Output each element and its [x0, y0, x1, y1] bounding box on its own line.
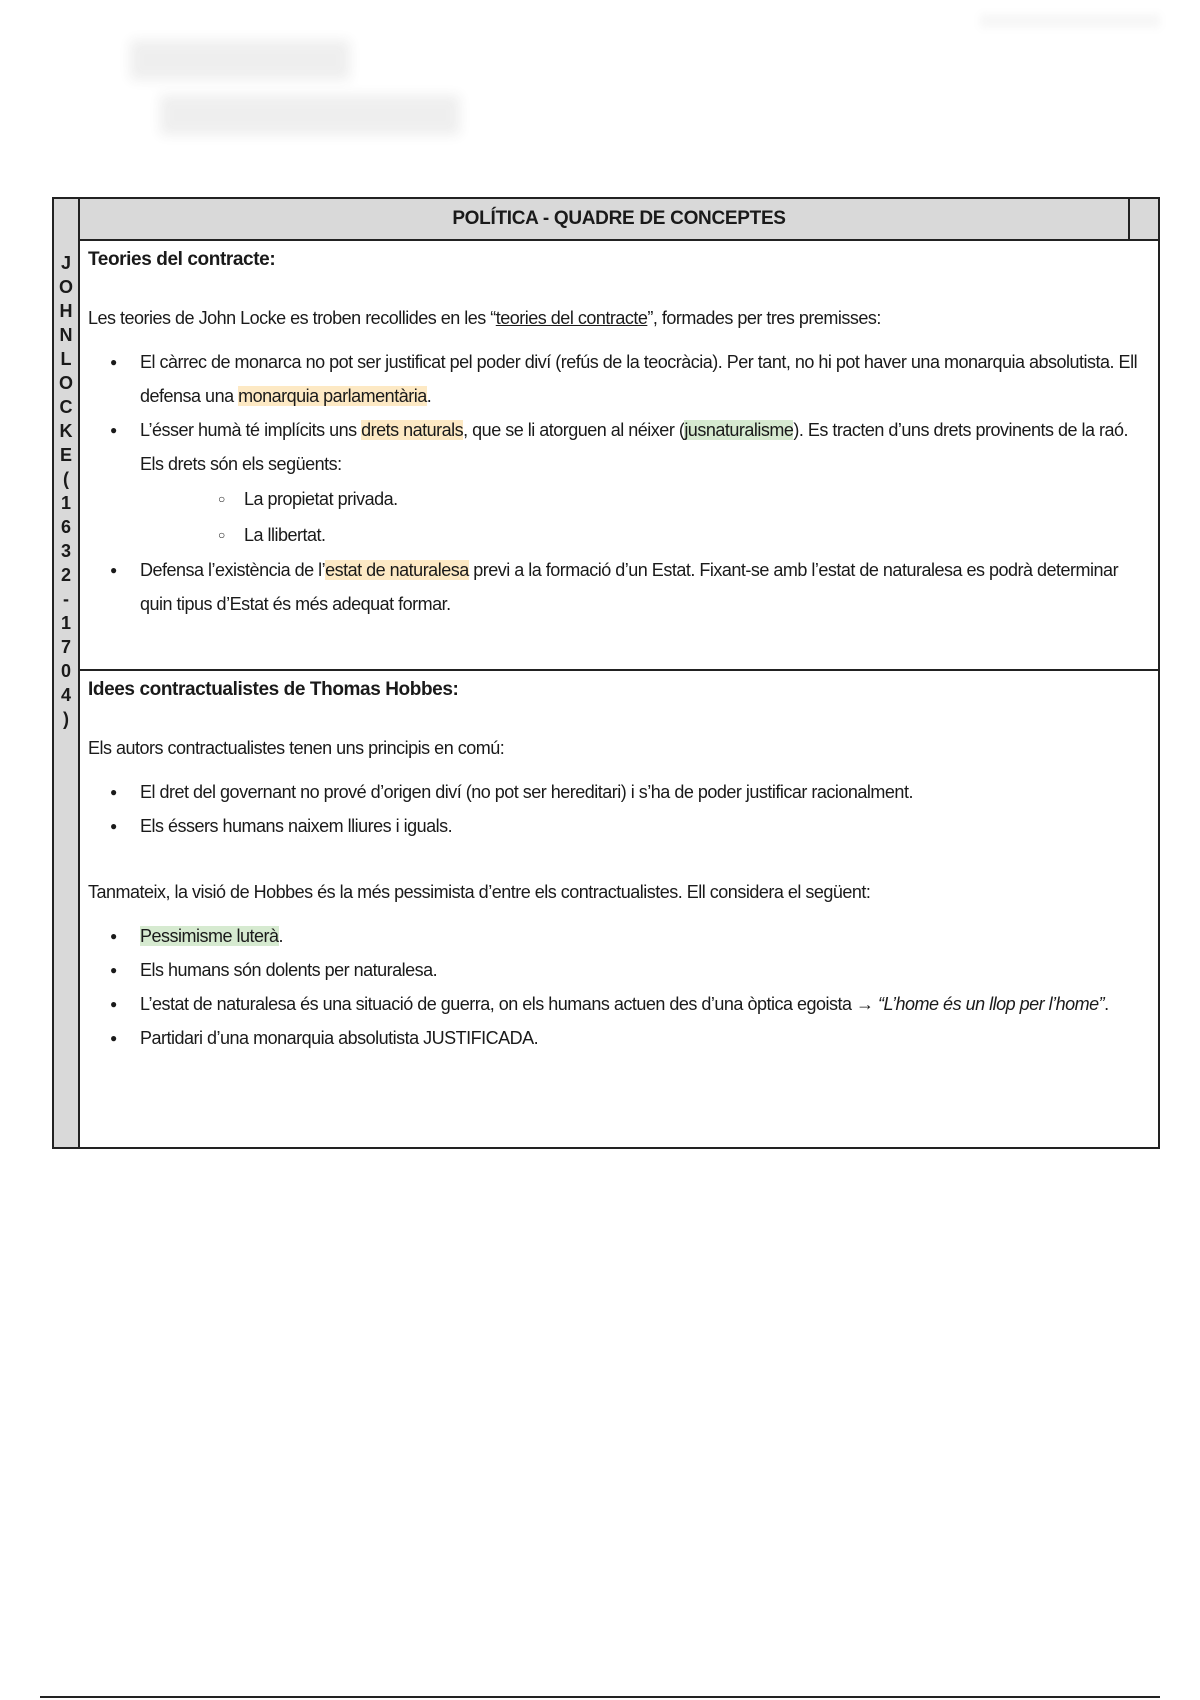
side-letter: 7	[60, 637, 71, 657]
list-item: ● El càrrec de monarca no pot ser justificat pel poder diví (refús de la teocràcia). Per tant, no hi pot haver una monarquia absolutista. Ell defensa una monarquia parlamentària.	[88, 345, 1158, 413]
side-letter: 3	[60, 541, 71, 561]
premises-list	[88, 345, 1158, 621]
section-intro: Tanmateix, la visió de Hobbes és la més pessimista d’entre els contractualistes. Ell considera el següent:	[88, 882, 871, 902]
blurred-logo	[130, 40, 490, 150]
page-title: POLÍTICA - QUADRE DE CONCEPTES	[452, 208, 786, 229]
side-letter: 1	[60, 613, 71, 633]
underlined-term: teories del contracte	[495, 308, 648, 328]
section-intro: Les teories de John Locke es troben recollides en les “teories del contracte”, formades per tres premisses:	[88, 308, 881, 328]
blurred-header-text	[980, 14, 1160, 28]
side-letter: O	[58, 277, 73, 297]
list-item: ● Defensa l’existència de l’estat de naturalesa previ a la formació d’un Estat. Fixant-se amb l’estat de naturalesa es podrà determinar quin tipus d’Estat és més adequat formar.	[88, 553, 1158, 621]
quote: “L’home és un llop per l’home”	[878, 994, 1105, 1014]
highlight: jusnaturalisme	[684, 420, 794, 440]
footer-divider	[40, 1696, 1160, 1698]
side-letter: )	[63, 709, 69, 729]
hobbes-list	[88, 919, 1158, 1055]
side-letter: J	[60, 253, 71, 273]
side-letter: 4	[60, 685, 71, 705]
side-label-john-locke	[54, 251, 78, 731]
list-item: ● L’ésser humà té implícits uns drets naturals, que se li atorguen al néixer (jusnaturalisme). Es tracten d’uns drets provinents de la raó. Els drets són els següents: ○ La propietat privada. ○ La llibertat.	[88, 413, 1158, 553]
principles-list	[88, 775, 1158, 843]
list-item: ● El dret del governant no prové d’origen diví (no pot ser hereditari) i s’ha de poder justificar racionalment.	[88, 775, 1158, 809]
concept-table	[52, 197, 1160, 1149]
highlight: monarquia parlamentària	[238, 386, 427, 406]
rights-sublist	[140, 481, 1146, 553]
side-letter: C	[59, 397, 73, 417]
section-hobbes	[80, 671, 1158, 1147]
highlight: drets naturals	[361, 420, 464, 440]
side-letter: -	[63, 589, 69, 609]
table-header	[80, 199, 1158, 241]
section-title: Idees contractualistes de Thomas Hobbes:	[88, 679, 459, 700]
side-letter: O	[58, 373, 73, 393]
list-item: ○ La propietat privada.	[140, 481, 1146, 517]
side-letter: 1	[60, 493, 71, 513]
side-letter: L	[60, 349, 72, 369]
section-intro: Els autors contractualistes tenen uns principis en comú:	[88, 738, 505, 758]
list-item: ● Els éssers humans naixem lliures i iguals.	[88, 809, 1158, 843]
side-letter: K	[59, 421, 73, 441]
list-item: ○ La llibertat.	[140, 517, 1146, 553]
side-letter: 2	[60, 565, 71, 585]
list-item: ● L’estat de naturalesa és una situació de guerra, on els humans actuen des d’una òptica egoista → “L’home és un llop per l’home”.	[88, 987, 1158, 1021]
section-title: Teories del contracte:	[88, 249, 276, 270]
side-letter: N	[59, 325, 73, 345]
section-locke-contract	[80, 241, 1158, 671]
highlight: estat de naturalesa	[325, 560, 469, 580]
list-item: ● Partidari d’una monarquia absolutista JUSTIFICADA.	[88, 1021, 1158, 1055]
side-column	[54, 199, 80, 1147]
side-letter: (	[63, 469, 69, 489]
side-letter: 0	[60, 661, 71, 681]
side-letter: 6	[60, 517, 71, 537]
list-item: ● Els humans són dolents per naturalesa.	[88, 953, 1158, 987]
list-item: ● Pessimisme luterà.	[88, 919, 1158, 953]
side-letter: H	[59, 301, 73, 321]
highlight: Pessimisme luterà	[140, 926, 279, 946]
header-corner-cell	[1128, 199, 1158, 239]
side-letter: E	[59, 445, 72, 465]
